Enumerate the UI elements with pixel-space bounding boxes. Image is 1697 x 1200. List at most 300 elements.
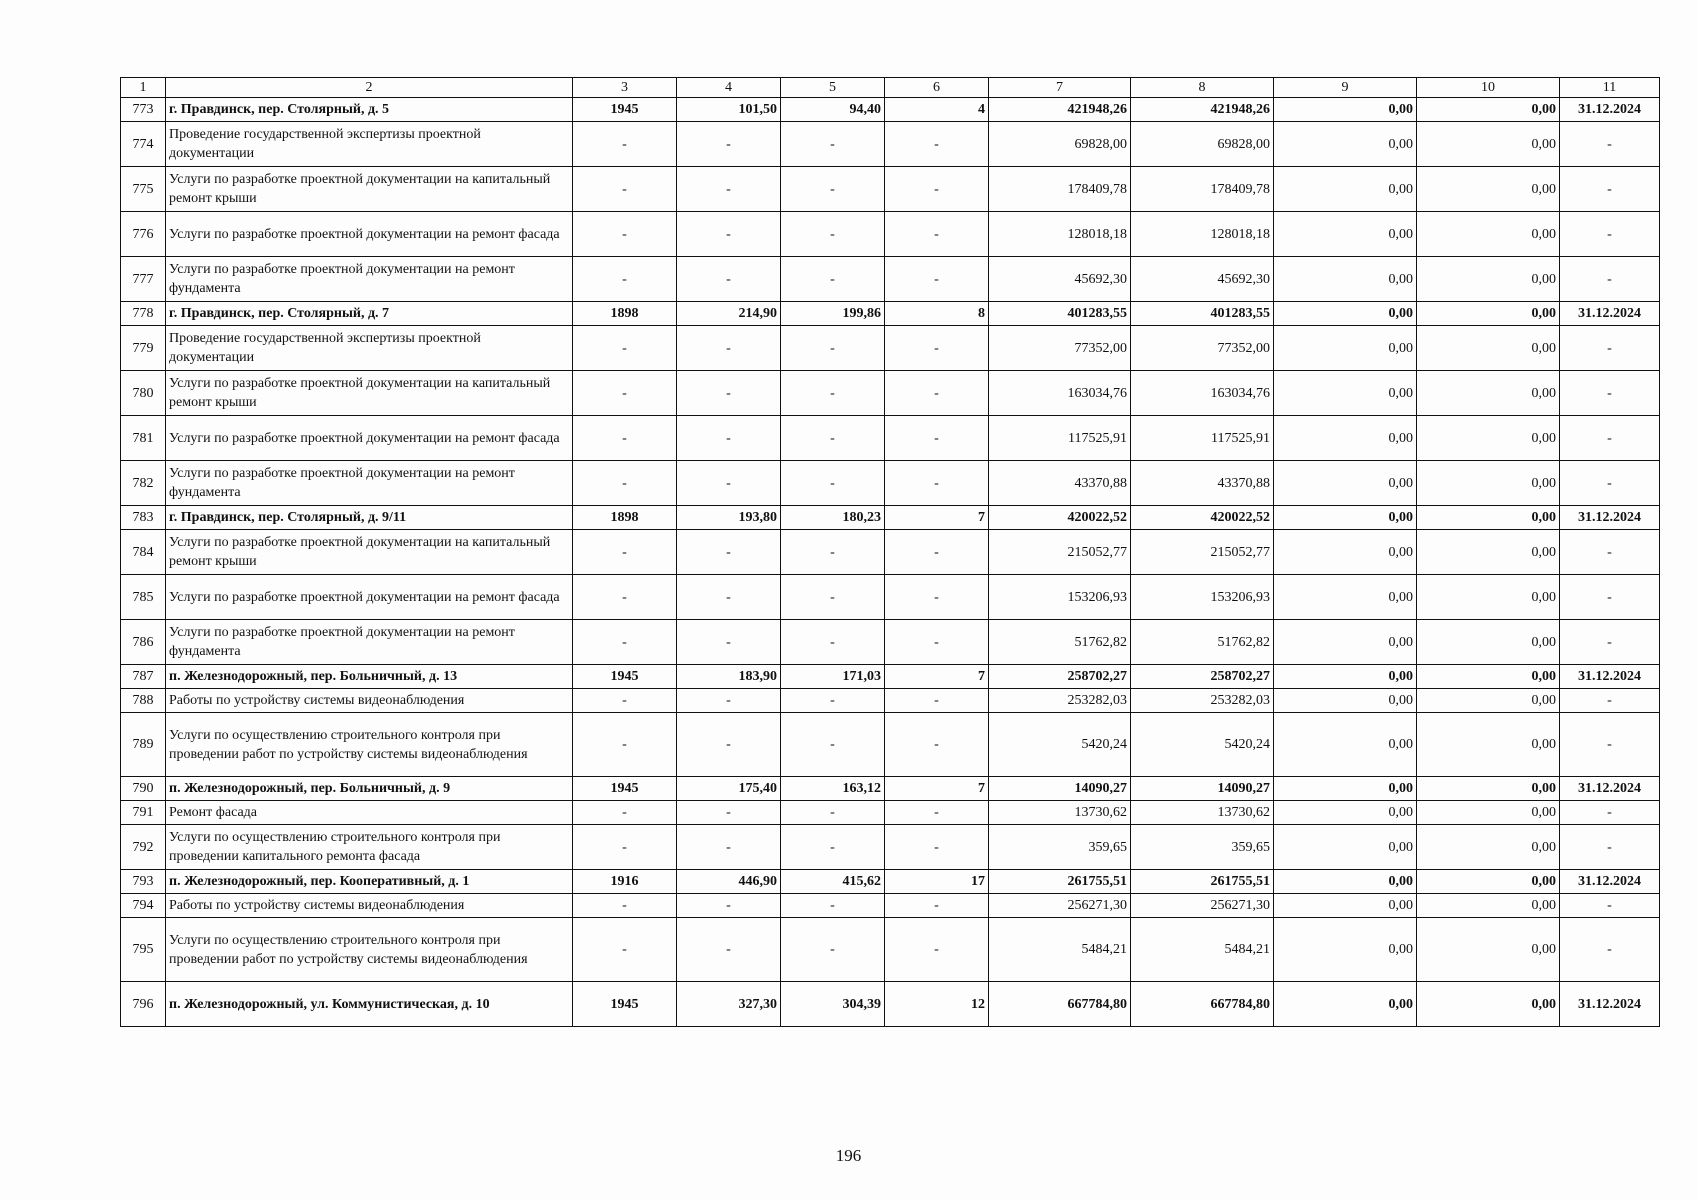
cell-col7: 43370,88 <box>989 461 1131 506</box>
cell-col11: 31.12.2024 <box>1560 982 1660 1027</box>
cell-col4: - <box>677 894 781 918</box>
cell-col9: 0,00 <box>1274 713 1417 777</box>
cell-col7: 163034,76 <box>989 371 1131 416</box>
cell-col5: - <box>781 530 885 575</box>
work-row <box>121 371 1660 416</box>
row-name: Услуги по осуществлению строительного контроля при проведении капитального ремонта фасада <box>166 825 573 870</box>
column-header: 3 <box>573 78 677 98</box>
cell-col4: 175,40 <box>677 777 781 801</box>
column-header: 11 <box>1560 78 1660 98</box>
cell-col4: - <box>677 212 781 257</box>
cell-col10: 0,00 <box>1417 461 1560 506</box>
cell-col4: - <box>677 371 781 416</box>
cell-col4: - <box>677 620 781 665</box>
work-row <box>121 713 1660 777</box>
cell-col10: 0,00 <box>1417 713 1560 777</box>
cell-col6: - <box>885 326 989 371</box>
cell-col4: - <box>677 530 781 575</box>
row-name: п. Железнодорожный, ул. Коммунистическая, д. 10 <box>166 982 573 1027</box>
cell-col10: 0,00 <box>1417 870 1560 894</box>
cell-col10: 0,00 <box>1417 777 1560 801</box>
cell-col8: 667784,80 <box>1131 982 1274 1027</box>
work-row <box>121 326 1660 371</box>
row-name: Ремонт фасада <box>166 801 573 825</box>
cell-col9: 0,00 <box>1274 302 1417 326</box>
cell-col11: 31.12.2024 <box>1560 777 1660 801</box>
cell-col11: 31.12.2024 <box>1560 302 1660 326</box>
row-number: 779 <box>121 326 166 371</box>
cell-col11: - <box>1560 575 1660 620</box>
row-number: 773 <box>121 98 166 122</box>
cell-col7: 258702,27 <box>989 665 1131 689</box>
cell-col11: - <box>1560 416 1660 461</box>
cell-col7: 5484,21 <box>989 918 1131 982</box>
row-name: Услуги по разработке проектной документации на ремонт фасада <box>166 416 573 461</box>
work-row <box>121 530 1660 575</box>
cell-col4: 183,90 <box>677 665 781 689</box>
work-row <box>121 167 1660 212</box>
cell-col9: 0,00 <box>1274 371 1417 416</box>
building-row <box>121 870 1660 894</box>
cell-col6: - <box>885 801 989 825</box>
row-number: 794 <box>121 894 166 918</box>
cell-col11: - <box>1560 620 1660 665</box>
cell-col9: 0,00 <box>1274 982 1417 1027</box>
cell-col6: - <box>885 825 989 870</box>
cell-col11: - <box>1560 713 1660 777</box>
cell-col8: 258702,27 <box>1131 665 1274 689</box>
row-number: 786 <box>121 620 166 665</box>
cell-col9: 0,00 <box>1274 461 1417 506</box>
row-number: 778 <box>121 302 166 326</box>
row-name: Услуги по осуществлению строительного контроля при проведении работ по устройству системы видеонаблюдения <box>166 713 573 777</box>
cell-col4: 101,50 <box>677 98 781 122</box>
cell-col7: 253282,03 <box>989 689 1131 713</box>
cell-col8: 253282,03 <box>1131 689 1274 713</box>
cell-col10: 0,00 <box>1417 167 1560 212</box>
column-header: 5 <box>781 78 885 98</box>
cell-col4: - <box>677 713 781 777</box>
table-body <box>121 98 1660 1027</box>
cell-col6: - <box>885 257 989 302</box>
cell-col3: - <box>573 257 677 302</box>
cell-col4: - <box>677 416 781 461</box>
cell-col4: 214,90 <box>677 302 781 326</box>
cell-col10: 0,00 <box>1417 825 1560 870</box>
cell-col3: 1898 <box>573 302 677 326</box>
cell-col7: 45692,30 <box>989 257 1131 302</box>
cell-col5: - <box>781 257 885 302</box>
cell-col3: 1945 <box>573 665 677 689</box>
cell-col3: - <box>573 371 677 416</box>
cell-col4: - <box>677 122 781 167</box>
cell-col5: 94,40 <box>781 98 885 122</box>
cell-col5: - <box>781 575 885 620</box>
column-header: 10 <box>1417 78 1560 98</box>
cell-col10: 0,00 <box>1417 575 1560 620</box>
row-name: Услуги по осуществлению строительного контроля при проведении работ по устройству системы видеонаблюдения <box>166 918 573 982</box>
cell-col9: 0,00 <box>1274 825 1417 870</box>
cell-col4: 193,80 <box>677 506 781 530</box>
cell-col5: 415,62 <box>781 870 885 894</box>
cell-col6: 7 <box>885 665 989 689</box>
cell-col8: 261755,51 <box>1131 870 1274 894</box>
cell-col4: 327,30 <box>677 982 781 1027</box>
cell-col6: - <box>885 689 989 713</box>
row-name: г. Правдинск, пер. Столярный, д. 9/11 <box>166 506 573 530</box>
cell-col3: - <box>573 122 677 167</box>
cell-col6: - <box>885 167 989 212</box>
cell-col3: - <box>573 416 677 461</box>
cell-col9: 0,00 <box>1274 98 1417 122</box>
cell-col10: 0,00 <box>1417 530 1560 575</box>
work-row <box>121 212 1660 257</box>
row-number: 784 <box>121 530 166 575</box>
row-number: 777 <box>121 257 166 302</box>
cell-col5: - <box>781 461 885 506</box>
cell-col9: 0,00 <box>1274 326 1417 371</box>
cell-col11: 31.12.2024 <box>1560 665 1660 689</box>
cell-col3: 1898 <box>573 506 677 530</box>
cell-col9: 0,00 <box>1274 212 1417 257</box>
cell-col6: 12 <box>885 982 989 1027</box>
cell-col7: 117525,91 <box>989 416 1131 461</box>
row-number: 785 <box>121 575 166 620</box>
cell-col8: 5484,21 <box>1131 918 1274 982</box>
cell-col8: 5420,24 <box>1131 713 1274 777</box>
cell-col6: - <box>885 530 989 575</box>
cell-col3: - <box>573 894 677 918</box>
row-name: Услуги по разработке проектной документации на капитальный ремонт крыши <box>166 167 573 212</box>
cell-col7: 401283,55 <box>989 302 1131 326</box>
cell-col10: 0,00 <box>1417 689 1560 713</box>
cell-col10: 0,00 <box>1417 122 1560 167</box>
cell-col3: 1916 <box>573 870 677 894</box>
row-number: 792 <box>121 825 166 870</box>
cell-col6: - <box>885 461 989 506</box>
cell-col9: 0,00 <box>1274 530 1417 575</box>
work-row <box>121 894 1660 918</box>
row-number: 787 <box>121 665 166 689</box>
row-number: 789 <box>121 713 166 777</box>
row-number: 776 <box>121 212 166 257</box>
row-name: п. Железнодорожный, пер. Кооперативный, д. 1 <box>166 870 573 894</box>
cell-col5: - <box>781 326 885 371</box>
cell-col8: 51762,82 <box>1131 620 1274 665</box>
cell-col9: 0,00 <box>1274 167 1417 212</box>
cell-col5: - <box>781 801 885 825</box>
cell-col8: 14090,27 <box>1131 777 1274 801</box>
column-header: 6 <box>885 78 989 98</box>
work-row <box>121 918 1660 982</box>
work-row <box>121 575 1660 620</box>
cell-col11: 31.12.2024 <box>1560 870 1660 894</box>
cell-col11: - <box>1560 371 1660 416</box>
cell-col9: 0,00 <box>1274 620 1417 665</box>
row-name: г. Правдинск, пер. Столярный, д. 5 <box>166 98 573 122</box>
row-number: 795 <box>121 918 166 982</box>
row-number: 782 <box>121 461 166 506</box>
repair-plan-table <box>120 77 1660 1027</box>
row-name: Услуги по разработке проектной документации на капитальный ремонт крыши <box>166 530 573 575</box>
work-row <box>121 801 1660 825</box>
cell-col7: 14090,27 <box>989 777 1131 801</box>
cell-col11: - <box>1560 801 1660 825</box>
cell-col11: - <box>1560 212 1660 257</box>
cell-col8: 256271,30 <box>1131 894 1274 918</box>
cell-col10: 0,00 <box>1417 665 1560 689</box>
cell-col5: - <box>781 416 885 461</box>
cell-col6: - <box>885 575 989 620</box>
cell-col9: 0,00 <box>1274 918 1417 982</box>
cell-col9: 0,00 <box>1274 870 1417 894</box>
cell-col9: 0,00 <box>1274 801 1417 825</box>
cell-col6: 4 <box>885 98 989 122</box>
row-number: 775 <box>121 167 166 212</box>
cell-col5: - <box>781 620 885 665</box>
cell-col5: - <box>781 918 885 982</box>
building-row <box>121 665 1660 689</box>
cell-col11: - <box>1560 167 1660 212</box>
column-header: 2 <box>166 78 573 98</box>
cell-col8: 128018,18 <box>1131 212 1274 257</box>
work-row <box>121 825 1660 870</box>
cell-col6: 8 <box>885 302 989 326</box>
cell-col11: - <box>1560 825 1660 870</box>
cell-col8: 117525,91 <box>1131 416 1274 461</box>
cell-col11: 31.12.2024 <box>1560 98 1660 122</box>
cell-col7: 421948,26 <box>989 98 1131 122</box>
cell-col4: - <box>677 257 781 302</box>
cell-col3: 1945 <box>573 98 677 122</box>
cell-col6: 7 <box>885 506 989 530</box>
cell-col6: - <box>885 713 989 777</box>
cell-col3: - <box>573 167 677 212</box>
row-name: Услуги по разработке проектной документации на ремонт фасада <box>166 575 573 620</box>
row-name: п. Железнодорожный, пер. Больничный, д. 13 <box>166 665 573 689</box>
cell-col9: 0,00 <box>1274 257 1417 302</box>
cell-col6: - <box>885 918 989 982</box>
row-number: 790 <box>121 777 166 801</box>
page-number: 196 <box>835 1146 862 1165</box>
cell-col6: 17 <box>885 870 989 894</box>
cell-col4: - <box>677 918 781 982</box>
cell-col8: 45692,30 <box>1131 257 1274 302</box>
cell-col9: 0,00 <box>1274 777 1417 801</box>
cell-col9: 0,00 <box>1274 506 1417 530</box>
cell-col6: - <box>885 371 989 416</box>
cell-col4: - <box>677 575 781 620</box>
cell-col7: 13730,62 <box>989 801 1131 825</box>
row-name: Услуги по разработке проектной документации на ремонт фундамента <box>166 257 573 302</box>
building-row <box>121 302 1660 326</box>
cell-col8: 359,65 <box>1131 825 1274 870</box>
cell-col7: 261755,51 <box>989 870 1131 894</box>
row-name: Услуги по разработке проектной документации на ремонт фундамента <box>166 620 573 665</box>
cell-col5: 180,23 <box>781 506 885 530</box>
cell-col7: 420022,52 <box>989 506 1131 530</box>
cell-col4: - <box>677 326 781 371</box>
cell-col6: 7 <box>885 777 989 801</box>
cell-col8: 401283,55 <box>1131 302 1274 326</box>
cell-col10: 0,00 <box>1417 982 1560 1027</box>
row-number: 783 <box>121 506 166 530</box>
cell-col4: - <box>677 801 781 825</box>
cell-col5: - <box>781 689 885 713</box>
cell-col10: 0,00 <box>1417 801 1560 825</box>
cell-col8: 153206,93 <box>1131 575 1274 620</box>
cell-col9: 0,00 <box>1274 689 1417 713</box>
work-row <box>121 257 1660 302</box>
cell-col7: 667784,80 <box>989 982 1131 1027</box>
row-number: 774 <box>121 122 166 167</box>
cell-col5: - <box>781 122 885 167</box>
cell-col6: - <box>885 212 989 257</box>
cell-col11: - <box>1560 122 1660 167</box>
cell-col9: 0,00 <box>1274 122 1417 167</box>
cell-col10: 0,00 <box>1417 918 1560 982</box>
cell-col7: 178409,78 <box>989 167 1131 212</box>
cell-col7: 77352,00 <box>989 326 1131 371</box>
cell-col6: - <box>885 122 989 167</box>
cell-col7: 51762,82 <box>989 620 1131 665</box>
cell-col4: - <box>677 689 781 713</box>
cell-col11: - <box>1560 326 1660 371</box>
cell-col3: - <box>573 575 677 620</box>
row-name: Работы по устройству системы видеонаблюдения <box>166 894 573 918</box>
cell-col3: - <box>573 713 677 777</box>
cell-col10: 0,00 <box>1417 371 1560 416</box>
building-row <box>121 777 1660 801</box>
building-row <box>121 506 1660 530</box>
cell-col9: 0,00 <box>1274 665 1417 689</box>
cell-col7: 215052,77 <box>989 530 1131 575</box>
building-row <box>121 98 1660 122</box>
cell-col4: - <box>677 825 781 870</box>
cell-col11: - <box>1560 918 1660 982</box>
column-header: 1 <box>121 78 166 98</box>
cell-col6: - <box>885 416 989 461</box>
column-number-row <box>121 78 1660 98</box>
column-header: 7 <box>989 78 1131 98</box>
work-row <box>121 620 1660 665</box>
cell-col3: - <box>573 326 677 371</box>
cell-col8: 420022,52 <box>1131 506 1274 530</box>
cell-col5: 199,86 <box>781 302 885 326</box>
cell-col10: 0,00 <box>1417 302 1560 326</box>
cell-col8: 77352,00 <box>1131 326 1274 371</box>
cell-col8: 13730,62 <box>1131 801 1274 825</box>
row-name: Услуги по разработке проектной документации на капитальный ремонт крыши <box>166 371 573 416</box>
cell-col10: 0,00 <box>1417 257 1560 302</box>
row-number: 781 <box>121 416 166 461</box>
cell-col4: - <box>677 167 781 212</box>
work-row <box>121 461 1660 506</box>
cell-col7: 153206,93 <box>989 575 1131 620</box>
cell-col11: - <box>1560 257 1660 302</box>
cell-col3: - <box>573 530 677 575</box>
cell-col11: - <box>1560 461 1660 506</box>
cell-col10: 0,00 <box>1417 894 1560 918</box>
cell-col9: 0,00 <box>1274 416 1417 461</box>
row-number: 796 <box>121 982 166 1027</box>
cell-col8: 43370,88 <box>1131 461 1274 506</box>
row-name: п. Железнодорожный, пер. Больничный, д. 9 <box>166 777 573 801</box>
work-row <box>121 416 1660 461</box>
cell-col9: 0,00 <box>1274 894 1417 918</box>
row-name: Работы по устройству системы видеонаблюдения <box>166 689 573 713</box>
column-header: 9 <box>1274 78 1417 98</box>
cell-col3: - <box>573 620 677 665</box>
row-number: 780 <box>121 371 166 416</box>
column-header: 4 <box>677 78 781 98</box>
cell-col3: 1945 <box>573 982 677 1027</box>
column-header: 8 <box>1131 78 1274 98</box>
cell-col6: - <box>885 894 989 918</box>
cell-col5: - <box>781 894 885 918</box>
cell-col5: 171,03 <box>781 665 885 689</box>
cell-col10: 0,00 <box>1417 98 1560 122</box>
row-name: г. Правдинск, пер. Столярный, д. 7 <box>166 302 573 326</box>
cell-col10: 0,00 <box>1417 326 1560 371</box>
cell-col8: 215052,77 <box>1131 530 1274 575</box>
cell-col8: 178409,78 <box>1131 167 1274 212</box>
cell-col8: 69828,00 <box>1131 122 1274 167</box>
row-name: Проведение государственной экспертизы проектной документации <box>166 326 573 371</box>
row-number: 793 <box>121 870 166 894</box>
cell-col5: - <box>781 713 885 777</box>
cell-col3: - <box>573 689 677 713</box>
cell-col8: 163034,76 <box>1131 371 1274 416</box>
row-number: 788 <box>121 689 166 713</box>
cell-col4: 446,90 <box>677 870 781 894</box>
cell-col7: 5420,24 <box>989 713 1131 777</box>
work-row <box>121 122 1660 167</box>
cell-col11: - <box>1560 689 1660 713</box>
cell-col11: - <box>1560 894 1660 918</box>
cell-col5: - <box>781 371 885 416</box>
cell-col5: - <box>781 167 885 212</box>
cell-col4: - <box>677 461 781 506</box>
cell-col7: 359,65 <box>989 825 1131 870</box>
cell-col7: 256271,30 <box>989 894 1131 918</box>
work-row <box>121 689 1660 713</box>
cell-col3: - <box>573 212 677 257</box>
cell-col10: 0,00 <box>1417 416 1560 461</box>
cell-col3: 1945 <box>573 777 677 801</box>
cell-col5: - <box>781 212 885 257</box>
row-number: 791 <box>121 801 166 825</box>
row-name: Услуги по разработке проектной документации на ремонт фасада <box>166 212 573 257</box>
cell-col3: - <box>573 918 677 982</box>
cell-col11: - <box>1560 530 1660 575</box>
cell-col7: 69828,00 <box>989 122 1131 167</box>
cell-col5: - <box>781 825 885 870</box>
cell-col3: - <box>573 461 677 506</box>
cell-col6: - <box>885 620 989 665</box>
cell-col10: 0,00 <box>1417 506 1560 530</box>
cell-col10: 0,00 <box>1417 212 1560 257</box>
cell-col8: 421948,26 <box>1131 98 1274 122</box>
cell-col5: 304,39 <box>781 982 885 1027</box>
cell-col10: 0,00 <box>1417 620 1560 665</box>
cell-col3: - <box>573 825 677 870</box>
building-row <box>121 982 1660 1027</box>
cell-col11: 31.12.2024 <box>1560 506 1660 530</box>
row-name: Проведение государственной экспертизы проектной документации <box>166 122 573 167</box>
row-name: Услуги по разработке проектной документации на ремонт фундамента <box>166 461 573 506</box>
cell-col5: 163,12 <box>781 777 885 801</box>
